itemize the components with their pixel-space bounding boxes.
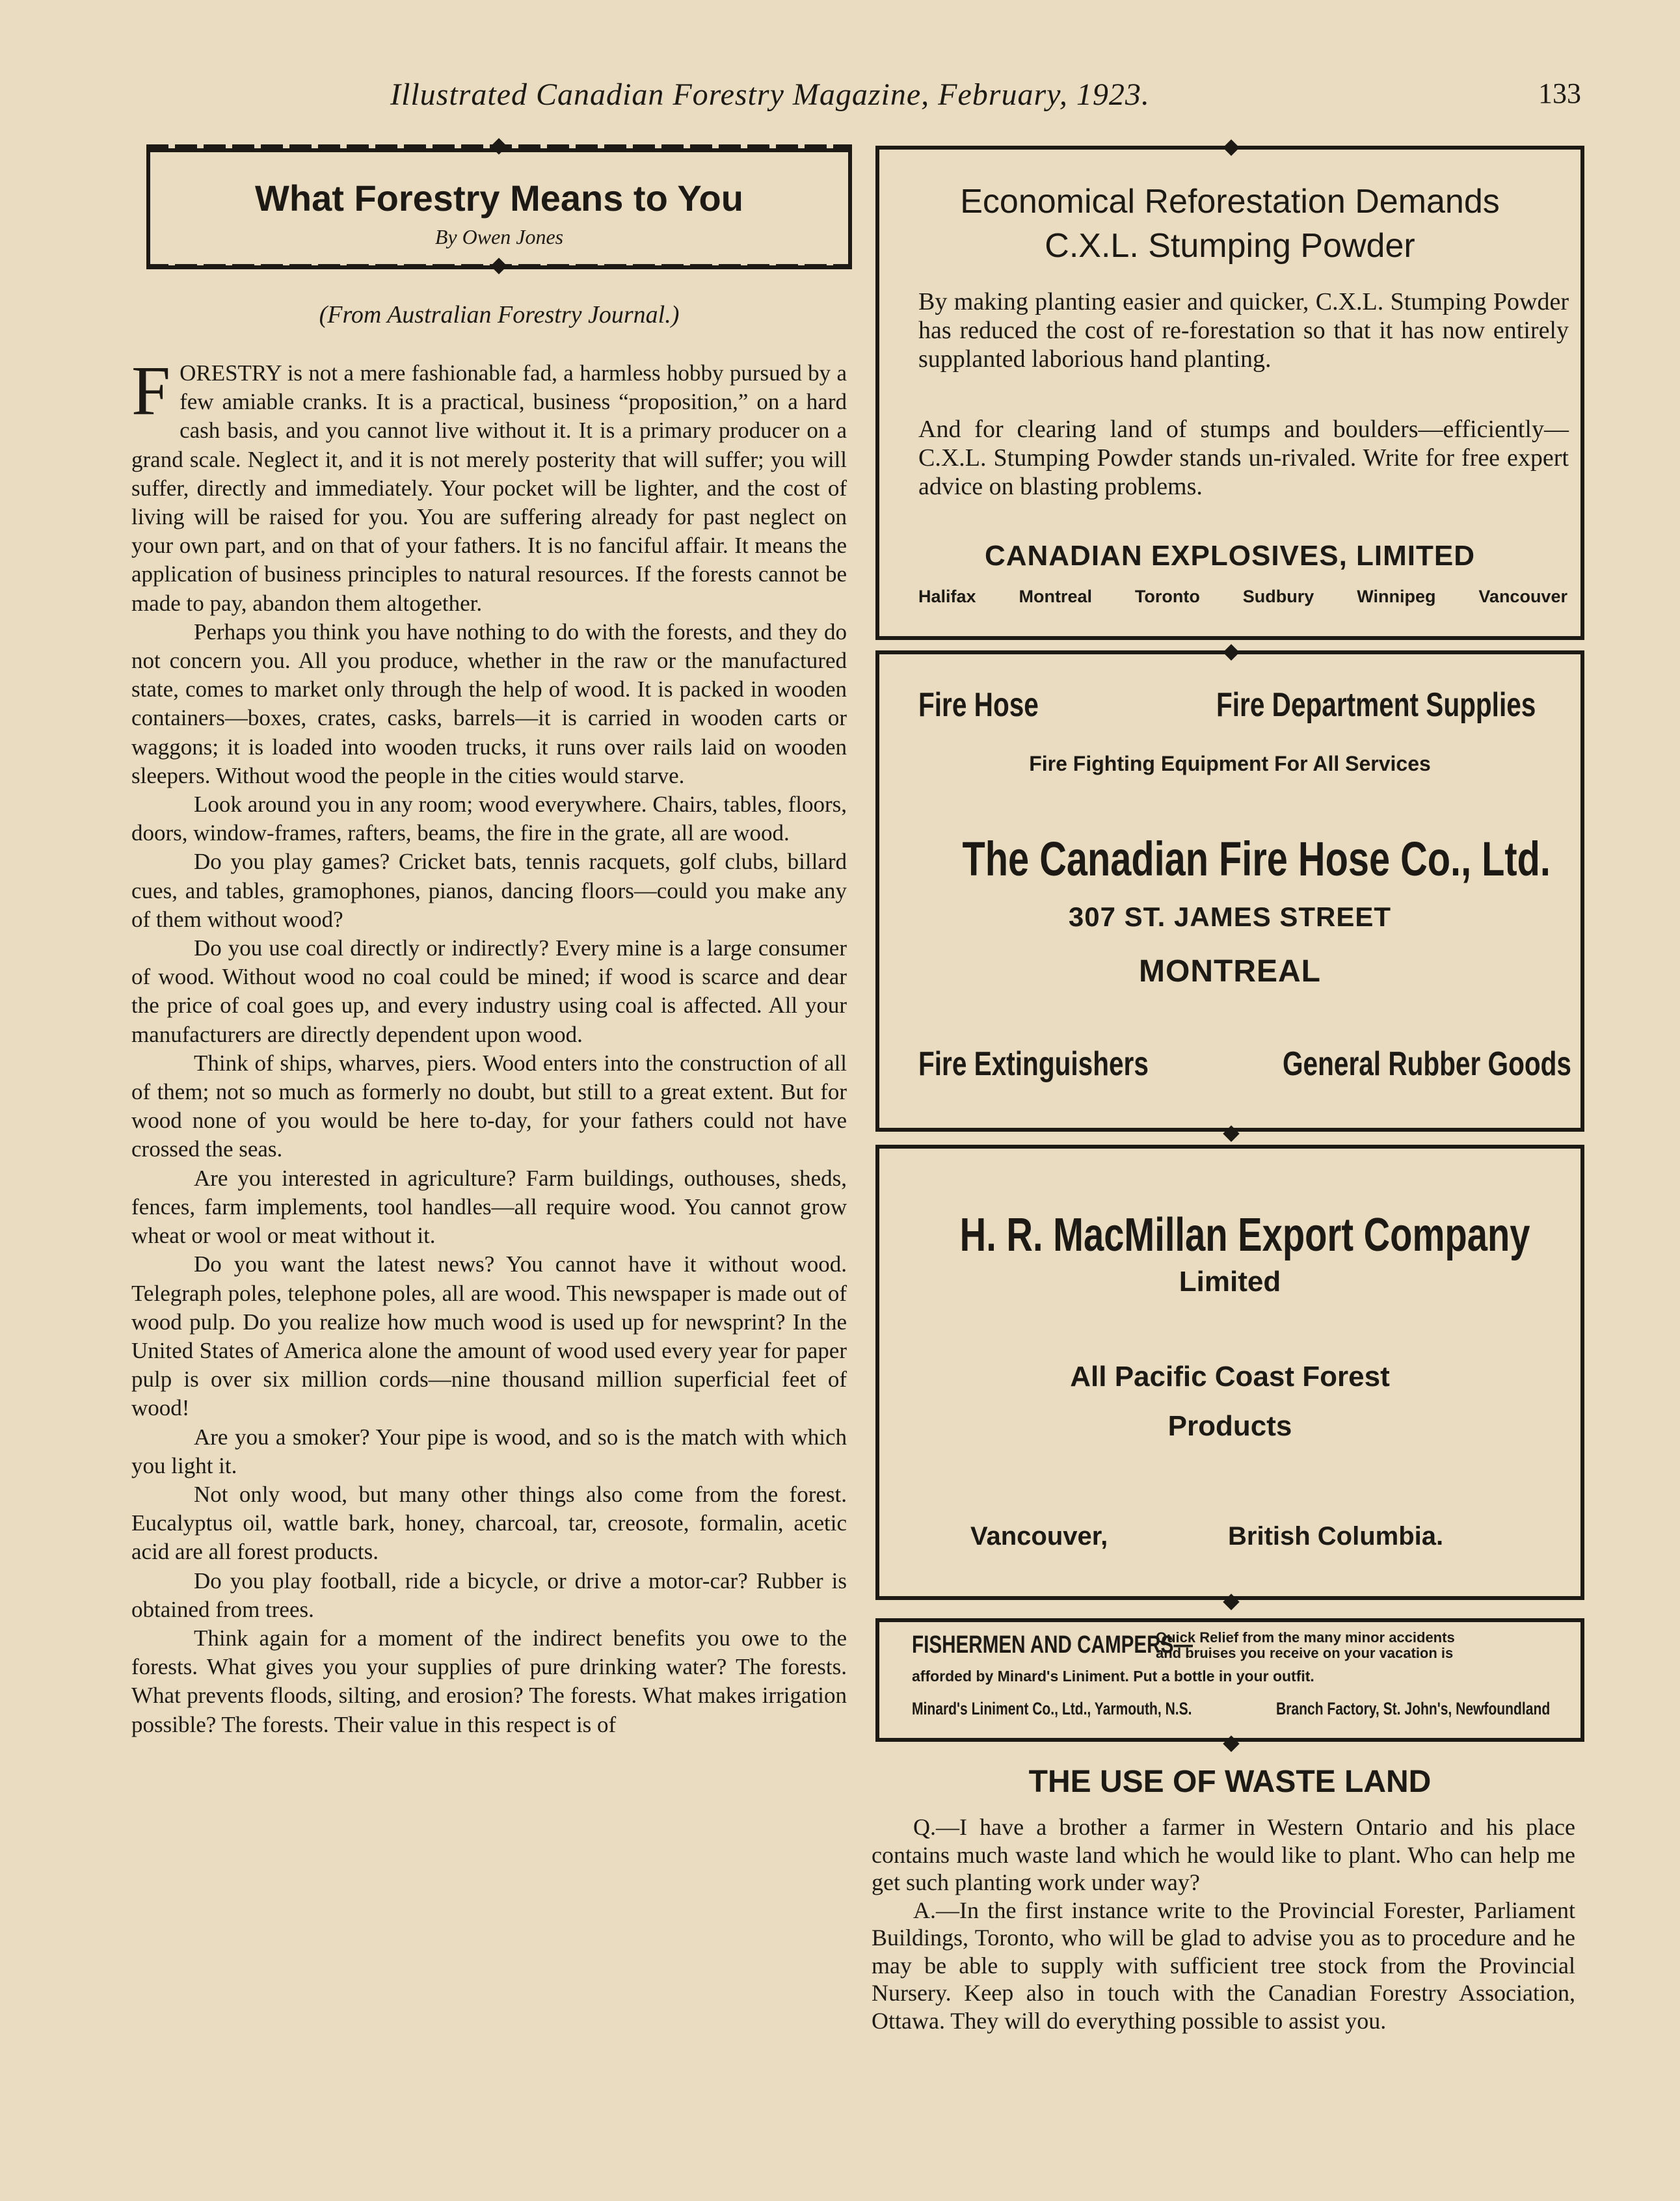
minard-text-line: Quick Relief from the many minor accidents: [1156, 1629, 1455, 1646]
article-paragraph: FORESTRY is not a mere fashionable fad, a harmless hobby pursued by a few amiable cranks. It is a practical, business “proposition,” on a hard cash basis, and you cannot live without it. It is a primary producer on a grand scale. Neglect it, and it is not merely posterity that will suffer; you will suffer, directly and immediately. Your pocket will be lighter, and the cost of living will be raised for you. You are suffering already for past neglect on your own part, and on that of your fathers. It is no fanciful affair. It means the application of business principles to natural resources. If the forests cannot be made to pay, abandon them altogether.: [131, 353, 847, 616]
fire-extinguishers-label: Fire Extinguishers: [918, 1045, 1149, 1083]
cxl-company-name: CANADIAN EXPLOSIVES, LIMITED: [984, 540, 1476, 572]
fire-hose-advertisement: [875, 650, 1584, 1132]
minard-footer-branch: Branch Factory, St. John's, Newfoundland: [1276, 1699, 1551, 1718]
article-paragraph: Do you use coal directly or indirectly? Every mine is a large consumer of wood. Without wood no coal could be mined; if wood is scarce and dear the price of coal goes up, and every industry using coal is affected. All your manufacturers are directly dependent upon wood.: [131, 935, 847, 1047]
macmillan-company-name: H. R. MacMillan Export Company: [959, 1209, 1530, 1261]
article-title: What Forestry Means to You: [255, 178, 743, 219]
macmillan-advertisement: [875, 1145, 1584, 1600]
article-paragraph: Do you want the latest news? You cannot have it without wood. Telegraph poles, telephone poles, all are wood. This newspaper is made out of wood pulp. Do you realize how much wood is used up for newsprint? In the United States of America alone the amount of wood used every year for paper pulp is over six million cords—nine thousand million superficial feet of wood!: [131, 1251, 847, 1421]
article-title-box: [146, 148, 852, 269]
city-name: Vancouver: [1478, 587, 1567, 606]
city-name: Montreal: [1019, 587, 1092, 606]
waste-land-question: Q.—I have a brother a farmer in Western Ontario and his place contains much waste land which he would like to plant. Who can help me get such planting work under way?: [872, 1814, 1575, 1895]
article-paragraph: Do you play games? Cricket bats, tennis racquets, golf clubs, billard cues, and tables, gramophones, pianos, dancing floors—could you make any of them without wood?: [131, 849, 847, 932]
waste-land-title: THE USE OF WASTE LAND: [1028, 1765, 1432, 1799]
page-number: 133: [1538, 77, 1581, 109]
minard-advertisement: [875, 1618, 1584, 1742]
city-name: Toronto: [1134, 587, 1200, 606]
article-body: [131, 353, 847, 1739]
article-paragraph: Not only wood, but many other things also come from the forest. Eucalyptus oil, wattle bark, honey, charcoal, tar, creosote, formalin, acetic acid are all forest products.: [131, 1481, 847, 1565]
minard-text-line: and bruises you receive on your vacation is: [1156, 1645, 1454, 1661]
cxl-body-paragraph: By making planting easier and quicker, C.X.L. Stumping Powder has reduced the cost of re-forestation so that it has now entirely supplanted laborious hand planting.: [918, 288, 1569, 373]
cxl-body-paragraph: And for clearing land of stumps and boulders—efficiently—C.X.L. Stumping Powder stands un-rivaled. Write for free expert advice on blasting problems.: [918, 416, 1569, 500]
fire-city: MONTREAL: [1139, 954, 1321, 989]
article-byline: By Owen Jones: [434, 225, 564, 248]
cxl-cities-list: [918, 587, 1567, 607]
article-paragraph: Think again for a moment of the indirect benefits you owe to the forests. What gives you your supplies of pure drinking water? The forests. What prevents floods, silting, and erosion? The forests. What makes irrigation possible? The forests. Their value in this respect is of: [131, 1625, 847, 1737]
article-paragraph: Think of ships, wharves, piers. Wood enters into the construction of all of them; not so much as formerly no doubt, but still to a great extent. But for wood none of you would be here to-day, for your fathers could not have crossed the seas.: [131, 1050, 847, 1162]
running-header: Illustrated Canadian Forestry Magazine, February, 1923.: [390, 77, 1150, 112]
city-name: Halifax: [918, 587, 976, 606]
article-paragraph: Do you play football, ride a bicycle, or drive a motor-car? Rubber is obtained from trees.: [131, 1567, 847, 1622]
fire-hose-label: Fire Hose: [918, 686, 1039, 724]
cxl-heading-line2: C.X.L. Stumping Powder: [1045, 227, 1415, 265]
drop-cap: F: [131, 353, 171, 430]
waste-land-body: [872, 1813, 1575, 2034]
cxl-heading-line1: Economical Reforestation Demands: [960, 183, 1500, 220]
macmillan-province: British Columbia.: [1228, 1522, 1444, 1551]
fire-tagline: Fire Fighting Equipment For All Services: [1029, 752, 1431, 775]
macmillan-products-line2: Products: [1167, 1410, 1292, 1442]
fire-street-address: 307 ST. JAMES STREET: [1068, 901, 1392, 932]
article-paragraph: Are you a smoker? Your pipe is wood, and so is the match with which you light it.: [131, 1424, 847, 1478]
cxl-advertisement: [875, 146, 1584, 640]
city-name: Sudbury: [1242, 587, 1314, 606]
macmillan-city: Vancouver,: [970, 1522, 1108, 1551]
minard-footer-company: Minard's Liniment Co., Ltd., Yarmouth, N.S.: [912, 1699, 1192, 1718]
minard-lead: FISHERMEN AND CAMPERS—: [912, 1631, 1193, 1659]
fire-dept-supplies-label: Fire Department Supplies: [1216, 686, 1536, 724]
macmillan-limited: Limited: [1179, 1266, 1281, 1298]
minard-text-line: afforded by Minard's Liniment. Put a bottle in your outfit.: [912, 1668, 1314, 1685]
waste-land-answer: A.—In the first instance write to the Provincial Forester, Parliament Buildings, Toronto, who will be glad to advise you as to procedure and he may be able to supply with sufficient tree stock from the Provincial Nursery. Keep also in touch with the Canadian Forestry Association, Ottawa. They will do everything possible to assist you.: [872, 1897, 1575, 2034]
fire-company-name: The Canadian Fire Hose Co., Ltd.: [962, 832, 1551, 886]
article-paragraph: Look around you in any room; wood everywhere. Chairs, tables, floors, doors, window-frames, rafters, beams, the fire in the grate, all are wood.: [131, 792, 847, 846]
macmillan-products-line1: All Pacific Coast Forest: [1070, 1361, 1390, 1393]
article-source: (From Australian Forestry Journal.): [319, 301, 680, 328]
article-paragraph: Perhaps you think you have nothing to do with the forests, and they do not concern you. All you produce, whether in the raw or the manufactured state, comes to market only through the help of wood. It is packed in wooden containers—boxes, crates, casks, barrels—it is carried in wooden carts or waggons; it is loaded into wooden trucks, it runs over rails laid on wooden sleepers. Without wood the people in the cities would starve.: [131, 619, 847, 788]
rubber-goods-label: General Rubber Goods: [1283, 1045, 1571, 1083]
article-paragraph: Are you interested in agriculture? Farm buildings, outhouses, sheds, fences, farm implements, tool handles—all require wood. You cannot grow wheat or wool or meat without it.: [131, 1165, 847, 1249]
city-name: Winnipeg: [1357, 587, 1436, 606]
